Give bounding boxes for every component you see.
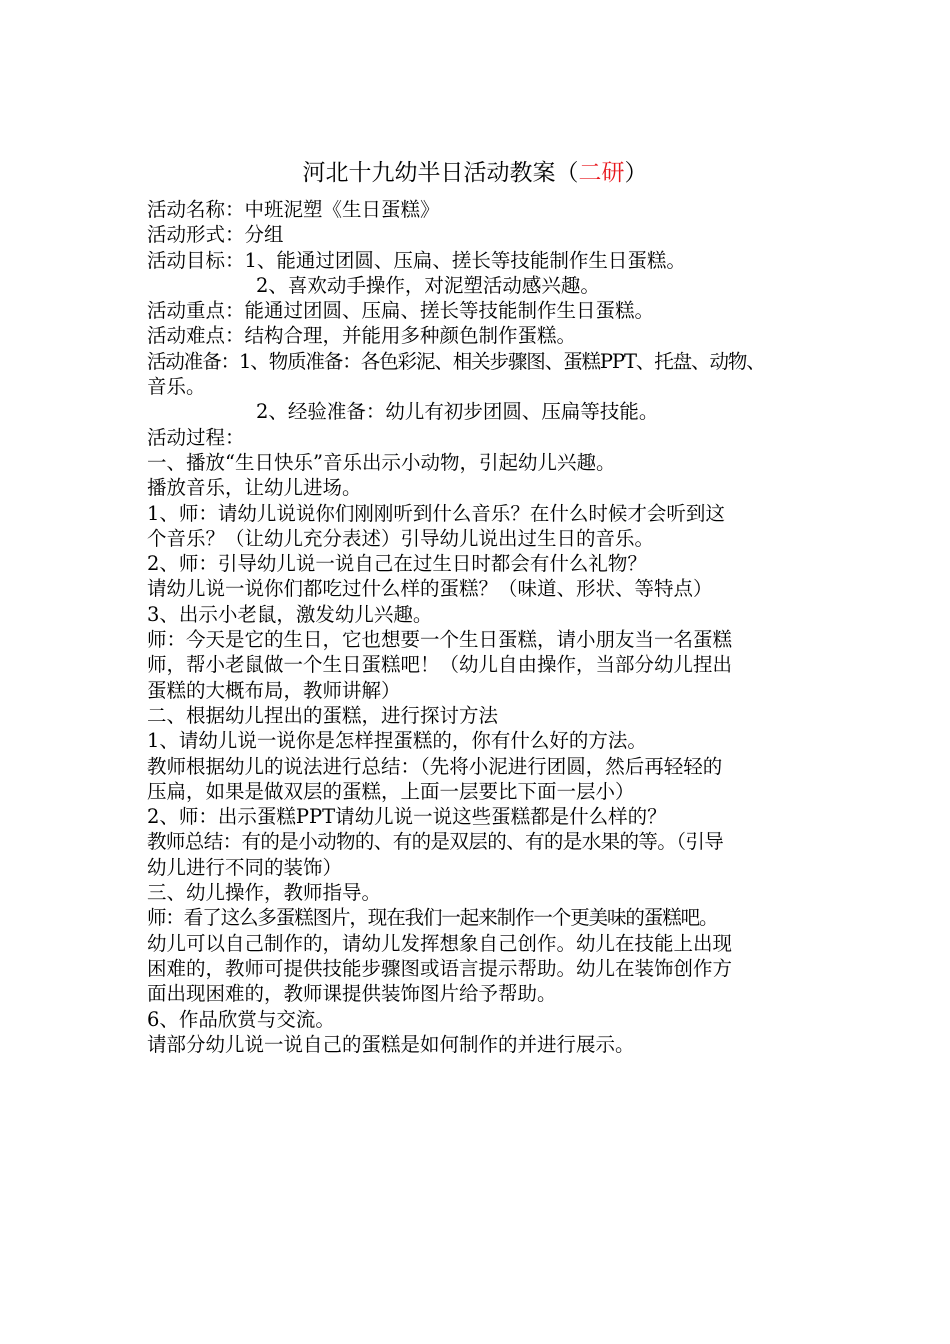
process-line: 一、播放“生日快乐”音乐出示小动物，引起幼儿兴趣。 — [147, 450, 616, 474]
process-line: 个音乐？（让幼儿充分表述）引导幼儿说出过生日的音乐。 — [147, 526, 655, 550]
process-line: 师：今天是它的生日，它也想要一个生日蛋糕，请小朋友当一名蛋糕 — [147, 628, 733, 652]
activity-goal-2: 2、喜欢动手操作，对泥塑活动感兴趣。 — [256, 273, 600, 297]
activity-name: 活动名称：中班泥塑《生日蛋糕》 — [147, 198, 440, 221]
activity-format: 活动形式：分组 — [147, 223, 284, 247]
process-line: 3、出示小老鼠，激发幼儿兴趣。 — [147, 602, 433, 626]
process-line: 2、师：出示蛋糕PPT请幼儿说一说这些蛋糕都是什么样的？ — [147, 805, 667, 829]
activity-process-heading: 活动过程： — [147, 425, 245, 449]
activity-goal-1: 活动目标：1、能通过团圆、压扁、搓长等技能制作生日蛋糕。 — [147, 248, 686, 272]
process-line: 教师根据幼儿的说法进行总结：（先将小泥进行团圆，然后再轻轻的 — [147, 754, 723, 778]
process-line: 蛋糕的大概布局，教师讲解） — [147, 678, 401, 702]
process-line: 幼儿进行不同的装饰） — [147, 855, 343, 879]
process-line: 面出现困难的，教师课提供装饰图片给予帮助。 — [147, 982, 557, 1006]
activity-preparation-1-cont: 音乐。 — [147, 375, 206, 399]
process-line: 请部分幼儿说一说自己的蛋糕是如何制作的并进行展示。 — [147, 1032, 635, 1056]
process-line: 1、师：请幼儿说说你们刚刚听到什么音乐？在什么时候才会听到这 — [147, 501, 725, 525]
title-accent: 二研 — [578, 160, 625, 186]
process-line: 1、请幼儿说一说你是怎样捏蛋糕的，你有什么好的方法。 — [147, 729, 647, 753]
activity-key-point: 活动重点：能通过团圆、压扁、搓长等技能制作生日蛋糕。 — [147, 299, 655, 323]
title-end: ） — [624, 160, 648, 186]
process-line: 二、根据幼儿捏出的蛋糕，进行探讨方法 — [147, 703, 499, 727]
process-line: 师，帮小老鼠做一个生日蛋糕吧！（幼儿自由操作，当部分幼儿捏出 — [147, 653, 733, 677]
process-line: 三、幼儿操作，教师指导。 — [147, 881, 382, 905]
process-line: 困难的，教师可提供技能步骤图或语言提示帮助。幼儿在装饰创作方 — [147, 956, 733, 980]
title-main: 河北十九幼半日活动教案（ — [302, 160, 579, 186]
activity-difficulty: 活动难点：结构合理，并能用多种颜色制作蛋糕。 — [147, 324, 577, 348]
process-line: 师：看了这么多蛋糕图片，现在我们一起来制作一个更美味的蛋糕吧。 — [147, 906, 718, 930]
process-line: 请幼儿说一说你们都吃过什么样的蛋糕？（味道、形状、等特点） — [147, 577, 713, 601]
activity-preparation-1: 活动准备：1、物质准备：各色彩泥、相关步骤图、蛋糕PPT、托盘、动物、 — [147, 349, 765, 373]
process-line: 压扁，如果是做双层的蛋糕，上面一层要比下面一层小） — [147, 779, 635, 803]
process-line: 播放音乐，让幼儿进场。 — [147, 476, 362, 500]
process-line: 6、作品欣赏与交流。 — [147, 1007, 335, 1031]
lesson-plan-body — [147, 197, 827, 1057]
document-title — [0, 155, 950, 191]
process-line: 2、师：引导幼儿说一说自己在过生日时都会有什么礼物？ — [147, 552, 647, 576]
process-line: 幼儿可以自己制作的，请幼儿发挥想象自己创作。幼儿在技能上出现 — [147, 931, 733, 955]
activity-preparation-2: 2、经验准备：幼儿有初步团圆、压扁等技能。 — [256, 400, 659, 424]
process-line: 教师总结：有的是小动物的、有的是双层的、有的是水果的等。（引导 — [147, 830, 724, 854]
